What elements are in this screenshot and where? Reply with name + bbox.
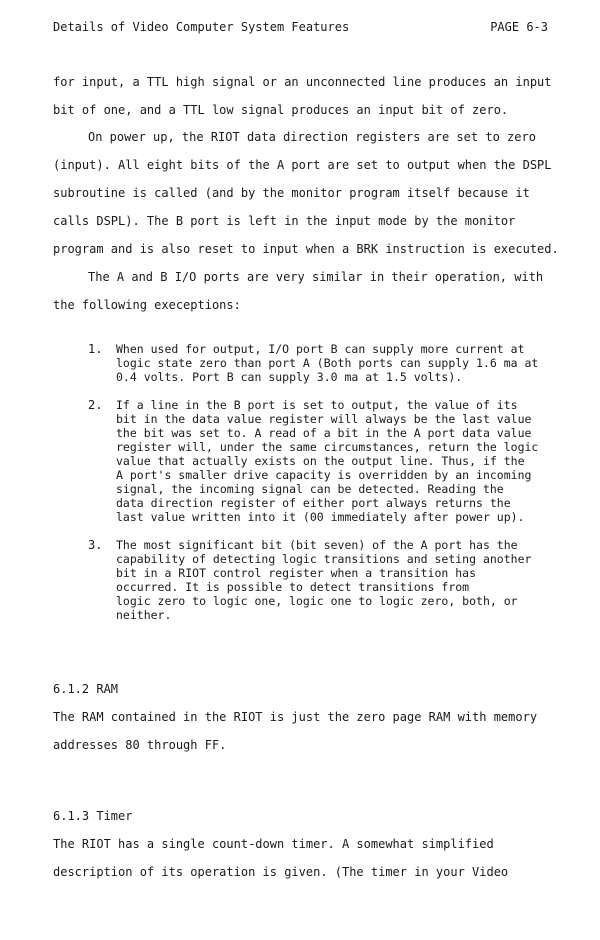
list-item-line: The most significant bit (bit seven) of the A port has the bbox=[116, 538, 518, 552]
paragraph-line: The A and B I/O ports are very similar in their operation, with bbox=[88, 270, 544, 284]
list-item-line: value that actually exists on the output line. Thus, if the bbox=[116, 454, 525, 468]
list-item-line: the bit was set to. A read of a bit in the A port data value bbox=[116, 426, 532, 440]
paragraph-line: the following execeptions: bbox=[53, 298, 241, 312]
list-item-line: logic state zero than port A (Both ports can supply 1.6 ma at bbox=[116, 356, 539, 370]
list-item-line: logic zero to logic one, logic one to logic zero, both, or bbox=[116, 594, 518, 608]
list-item-line: last value written into it (00 immediately after power up). bbox=[116, 510, 525, 524]
paragraph-line: On power up, the RIOT data direction registers are set to zero bbox=[88, 130, 536, 144]
list-item-number: 2. bbox=[88, 398, 103, 412]
list-item-line: signal, the incoming signal can be detected. Reading the bbox=[116, 482, 504, 496]
list-item-number: 3. bbox=[88, 538, 103, 552]
paragraph-line: addresses 80 through FF. bbox=[53, 738, 227, 752]
paragraph-line: bit of one, and a TTL low signal produces an input bit of zero. bbox=[53, 103, 509, 117]
page-number: PAGE 6-3 bbox=[490, 20, 548, 34]
list-item-line: A port's smaller drive capacity is overridden by an incoming bbox=[116, 468, 532, 482]
list-item-line: When used for output, I/O port B can supply more current at bbox=[116, 342, 525, 356]
paragraph-line: calls DSPL). The B port is left in the input mode by the monitor bbox=[53, 214, 516, 228]
paragraph-line: subroutine is called (and by the monitor program itself because it bbox=[53, 186, 530, 200]
paragraph-line: for input, a TTL high signal or an unconnected line produces an input bbox=[53, 75, 552, 89]
list-item-line: 0.4 volts. Port B can supply 3.0 ma at 1.5 volts). bbox=[116, 370, 463, 384]
paragraph-line: The RAM contained in the RIOT is just the zero page RAM with memory bbox=[53, 710, 538, 724]
list-item-line: register will, under the same circumstances, return the logic bbox=[116, 440, 539, 454]
paragraph-line: The RIOT has a single count-down timer. A somewhat simplified bbox=[53, 837, 494, 851]
list-item-line: bit in the data value register will always be the last value bbox=[116, 412, 532, 426]
list-item-line: data direction register of either port always returns the bbox=[116, 496, 511, 510]
list-item-line: occurred. It is possible to detect transitions from bbox=[116, 580, 470, 594]
section-heading-timer: 6.1.3 Timer bbox=[53, 809, 133, 823]
paragraph-line: (input). All eight bits of the A port are set to output when the DSPL bbox=[53, 158, 552, 172]
header-title: Details of Video Computer System Features bbox=[53, 20, 350, 34]
paragraph-line: program and is also reset to input when a BRK instruction is executed. bbox=[53, 242, 559, 256]
list-item-line: capability of detecting logic transitions and seting another bbox=[116, 552, 532, 566]
list-item-line: neither. bbox=[116, 608, 172, 622]
list-item-number: 1. bbox=[88, 342, 103, 356]
section-heading-ram: 6.1.2 RAM bbox=[53, 682, 119, 696]
page-header bbox=[53, 20, 548, 36]
paragraph-line: description of its operation is given. (The timer in your Video bbox=[53, 865, 509, 879]
list-item-line: bit in a RIOT control register when a transition has bbox=[116, 566, 477, 580]
list-item-line: If a line in the B port is set to output, the value of its bbox=[116, 398, 518, 412]
